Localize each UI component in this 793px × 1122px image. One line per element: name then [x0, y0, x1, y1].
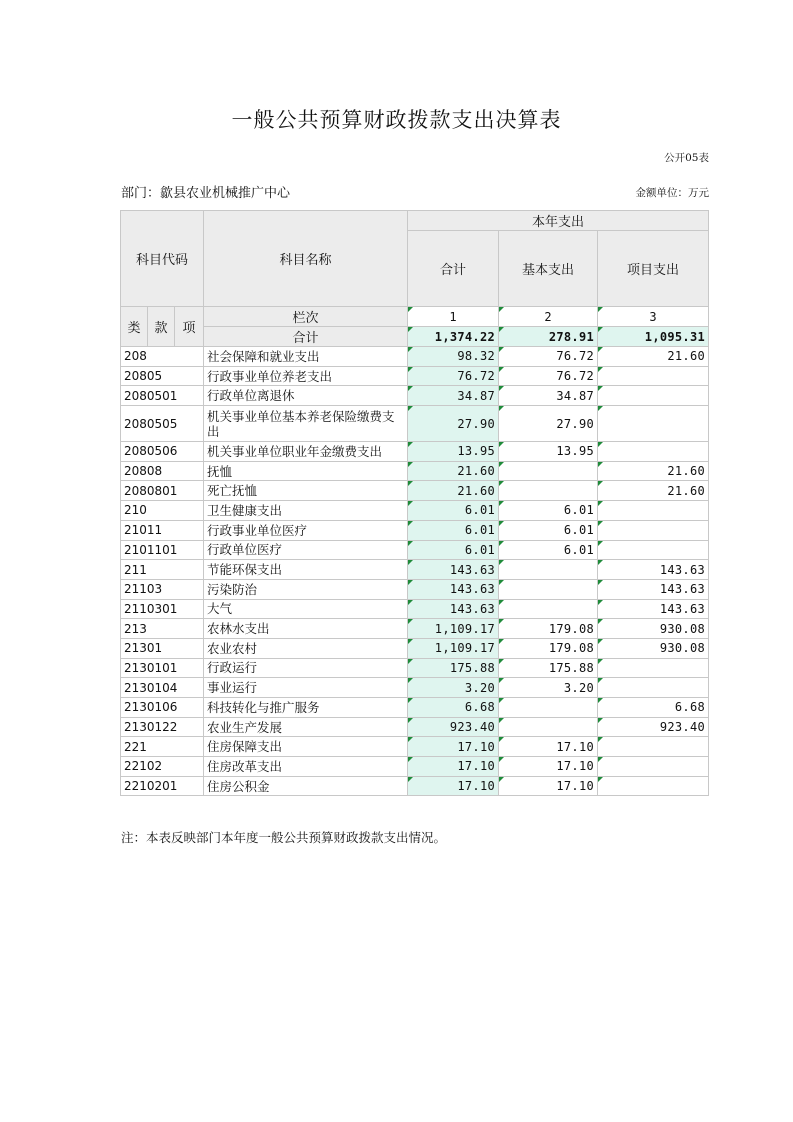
table-row: [121, 599, 709, 619]
sum-basic: 278.91: [499, 327, 598, 347]
table-row: [121, 619, 709, 639]
row-total: 13.95: [408, 442, 499, 462]
row-project: 21.60: [598, 347, 709, 367]
row-code: 20805: [121, 366, 204, 386]
row-project: [598, 520, 709, 540]
row-total: 6.01: [408, 501, 499, 521]
header-current-year: 本年支出: [408, 211, 709, 231]
row-total: 17.10: [408, 757, 499, 777]
header-lanci: 栏次: [204, 307, 408, 327]
row-code: 2130104: [121, 678, 204, 698]
row-project: 930.08: [598, 638, 709, 658]
row-total: 6.01: [408, 540, 499, 560]
row-name: 住房改革支出: [204, 757, 408, 777]
footnote: 注：本表反映部门本年度一般公共预算财政拨款支出情况。: [121, 830, 447, 845]
row-basic: 6.01: [499, 501, 598, 521]
row-basic: 76.72: [499, 366, 598, 386]
amount-unit-label: 金额单位：万元: [635, 187, 709, 199]
row-total: 175.88: [408, 658, 499, 678]
row-basic: 3.20: [499, 678, 598, 698]
row-code: 221: [121, 737, 204, 757]
table-row: [121, 406, 709, 442]
table-row: [121, 678, 709, 698]
row-project: [598, 366, 709, 386]
row-name: 事业运行: [204, 678, 408, 698]
row-name: 住房公积金: [204, 776, 408, 796]
sum-project: 1,095.31: [598, 327, 709, 347]
row-name: 大气: [204, 599, 408, 619]
row-total: 76.72: [408, 366, 499, 386]
row-project: 6.68: [598, 698, 709, 718]
row-total: 3.20: [408, 678, 499, 698]
row-name: 行政单位医疗: [204, 540, 408, 560]
row-project: [598, 776, 709, 796]
row-name: 行政运行: [204, 658, 408, 678]
row-name: 抚恤: [204, 461, 408, 481]
row-basic: 6.01: [499, 520, 598, 540]
row-project: 143.63: [598, 579, 709, 599]
row-project: [598, 386, 709, 406]
table-row: [121, 442, 709, 462]
row-name: 行政事业单位医疗: [204, 520, 408, 540]
table-row: [121, 560, 709, 580]
department-label: 部门：歙县农业机械推广中心: [121, 186, 291, 201]
row-project: [598, 540, 709, 560]
row-code: 2080506: [121, 442, 204, 462]
table-row: [121, 776, 709, 796]
row-project: 930.08: [598, 619, 709, 639]
row-total: 21.60: [408, 461, 499, 481]
row-total: 27.90: [408, 406, 499, 442]
row-basic: 27.90: [499, 406, 598, 442]
row-total: 923.40: [408, 717, 499, 737]
row-basic: 6.01: [499, 540, 598, 560]
row-total: 17.10: [408, 737, 499, 757]
column-number-3: 3: [598, 307, 709, 327]
row-project: [598, 406, 709, 442]
row-total: 34.87: [408, 386, 499, 406]
row-basic: [499, 717, 598, 737]
row-name: 行政事业单位养老支出: [204, 366, 408, 386]
page-title: 一般公共预算财政拨款支出决算表: [231, 108, 562, 132]
row-name: 污染防治: [204, 579, 408, 599]
row-name: 农业生产发展: [204, 717, 408, 737]
row-code: 2080501: [121, 386, 204, 406]
sum-total: 1,374.22: [408, 327, 499, 347]
header-xiang: 项: [175, 307, 204, 347]
row-total: 1,109.17: [408, 638, 499, 658]
row-project: [598, 737, 709, 757]
table-row: [121, 501, 709, 521]
row-basic: [499, 698, 598, 718]
row-code: 2130122: [121, 717, 204, 737]
header-lei: 类: [121, 307, 148, 347]
row-name: 机关事业单位职业年金缴费支出: [204, 442, 408, 462]
header-subject-name: 科目名称: [204, 211, 408, 307]
row-total: 17.10: [408, 776, 499, 796]
row-total: 21.60: [408, 481, 499, 501]
row-basic: [499, 599, 598, 619]
row-total: 6.68: [408, 698, 499, 718]
row-basic: 34.87: [499, 386, 598, 406]
row-basic: 179.08: [499, 619, 598, 639]
table-row: [121, 737, 709, 757]
row-project: 21.60: [598, 481, 709, 501]
row-name: 死亡抚恤: [204, 481, 408, 501]
row-name: 农业农村: [204, 638, 408, 658]
row-basic: 179.08: [499, 638, 598, 658]
row-code: 2080505: [121, 406, 204, 442]
row-code: 21301: [121, 638, 204, 658]
row-basic: 76.72: [499, 347, 598, 367]
row-name: 农林水支出: [204, 619, 408, 639]
row-code: 211: [121, 560, 204, 580]
row-project: [598, 678, 709, 698]
table-row: [121, 757, 709, 777]
column-number-2: 2: [499, 307, 598, 327]
table-row: [121, 540, 709, 560]
row-name: 行政单位离退休: [204, 386, 408, 406]
row-name: 科技转化与推广服务: [204, 698, 408, 718]
header-project: 项目支出: [598, 231, 709, 307]
row-code: 2110301: [121, 599, 204, 619]
row-project: [598, 442, 709, 462]
row-code: 208: [121, 347, 204, 367]
row-basic: 13.95: [499, 442, 598, 462]
table-row: [121, 658, 709, 678]
row-total: 143.63: [408, 560, 499, 580]
sum-label: 合计: [204, 327, 408, 347]
row-total: 1,109.17: [408, 619, 499, 639]
row-basic: 17.10: [499, 757, 598, 777]
row-project: 143.63: [598, 560, 709, 580]
table-row: [121, 461, 709, 481]
table-row: [121, 481, 709, 501]
row-name: 社会保障和就业支出: [204, 347, 408, 367]
row-code: 210: [121, 501, 204, 521]
row-code: 21011: [121, 520, 204, 540]
row-total: 143.63: [408, 579, 499, 599]
row-code: 2130106: [121, 698, 204, 718]
row-code: 213: [121, 619, 204, 639]
table-row: [121, 366, 709, 386]
column-number-1: 1: [408, 307, 499, 327]
row-basic: 175.88: [499, 658, 598, 678]
table-row: [121, 579, 709, 599]
row-code: 22102: [121, 757, 204, 777]
header-subject-code: 科目代码: [121, 211, 204, 307]
row-project: [598, 757, 709, 777]
table-row: [121, 386, 709, 406]
table-row: [121, 638, 709, 658]
row-code: 2101101: [121, 540, 204, 560]
row-basic: [499, 481, 598, 501]
row-basic: 17.10: [499, 776, 598, 796]
row-basic: 17.10: [499, 737, 598, 757]
header-kuan: 款: [148, 307, 175, 347]
row-basic: [499, 560, 598, 580]
row-project: 923.40: [598, 717, 709, 737]
expenditure-table: [120, 210, 709, 796]
row-total: 98.32: [408, 347, 499, 367]
row-name: 节能环保支出: [204, 560, 408, 580]
row-name: 卫生健康支出: [204, 501, 408, 521]
table-row: [121, 717, 709, 737]
header-basic: 基本支出: [499, 231, 598, 307]
table-row: [121, 347, 709, 367]
row-name: 住房保障支出: [204, 737, 408, 757]
row-basic: [499, 579, 598, 599]
row-code: 2080801: [121, 481, 204, 501]
row-code: 20808: [121, 461, 204, 481]
row-total: 6.01: [408, 520, 499, 540]
row-code: 2210201: [121, 776, 204, 796]
table-row: [121, 520, 709, 540]
row-project: [598, 501, 709, 521]
row-name: 机关事业单位基本养老保险缴费支出: [204, 406, 408, 442]
row-basic: [499, 461, 598, 481]
header-total: 合计: [408, 231, 499, 307]
row-code: 21103: [121, 579, 204, 599]
row-project: [598, 658, 709, 678]
table-code-label: 公开05表: [664, 152, 709, 164]
row-code: 2130101: [121, 658, 204, 678]
table-row: [121, 698, 709, 718]
row-project: 143.63: [598, 599, 709, 619]
row-total: 143.63: [408, 599, 499, 619]
row-project: 21.60: [598, 461, 709, 481]
